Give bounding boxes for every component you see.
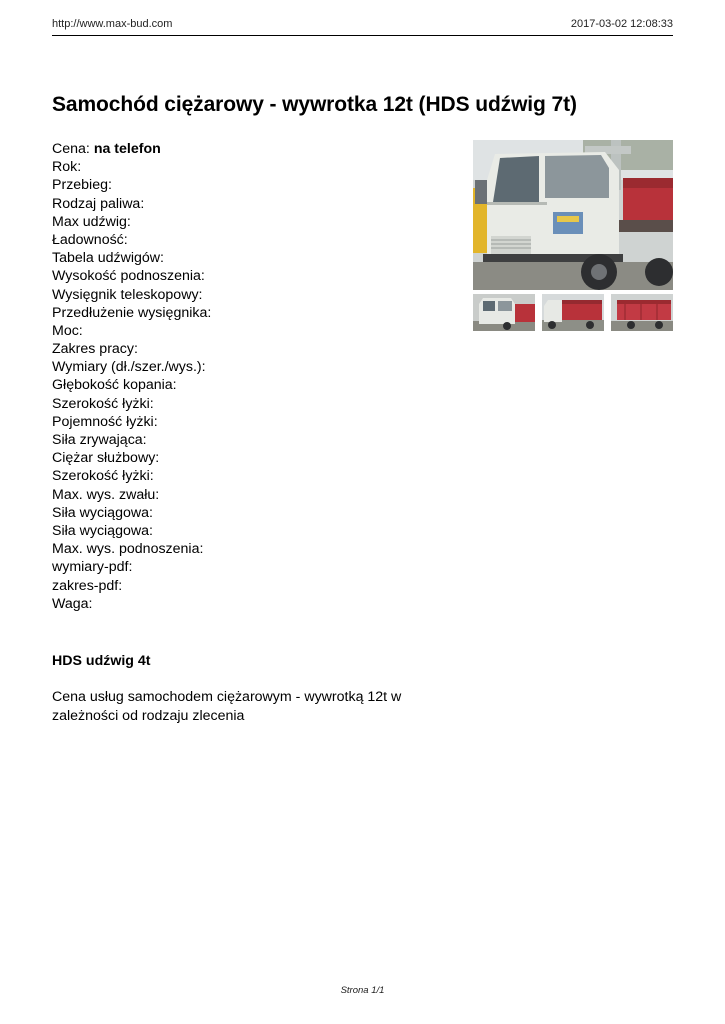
spec-row: Waga: <box>52 595 93 612</box>
spec-row: Zakres pracy: <box>52 341 138 358</box>
thumbnail-image <box>542 294 604 331</box>
spec-row: Siła wyciągowa: <box>52 504 153 521</box>
spec-row: Szerokość łyżki: <box>52 468 154 485</box>
spec-row: Siła zrywająca: <box>52 432 147 448</box>
spec-list <box>52 140 452 613</box>
spec-row: Szerokość łyżki: <box>52 395 154 412</box>
spec-row: Rodzaj paliwa: <box>52 195 145 212</box>
spec-row: Max. wys. podnoszenia: <box>52 541 204 558</box>
spec-row: zakres-pdf: <box>52 577 123 594</box>
spec-row: Max. wys. zwału: <box>52 486 160 503</box>
spec-row: Wysokość podnoszenia: <box>52 268 205 285</box>
spec-row: Moc: <box>52 322 83 339</box>
page-footer: Strona 1/1 <box>340 985 385 996</box>
spec-row: Wymiary (dł./szer./wys.): <box>52 359 206 376</box>
truck-thumbnail[interactable] <box>473 294 535 331</box>
truck-thumbnail[interactable] <box>542 294 604 331</box>
header-url: http://www.max-bud.com <box>52 18 173 30</box>
header-datetime: 2017-03-02 12:08:33 <box>570 18 673 30</box>
truck-thumbnail[interactable] <box>611 294 673 331</box>
page-header <box>52 16 673 36</box>
truck-photo-image <box>473 140 673 290</box>
spec-row: Ciężar służbowy: <box>52 450 160 467</box>
price-label: Cena: <box>52 141 90 157</box>
section-heading: HDS udźwig 4t <box>52 653 151 669</box>
spec-row: wymiary-pdf: <box>52 559 133 576</box>
truck-photo-main[interactable] <box>473 140 673 290</box>
thumbnail-image <box>611 294 673 331</box>
spec-row: Siła wyciągowa: <box>52 522 153 539</box>
thumbnail-image <box>473 294 535 331</box>
price-value: na telefon <box>93 141 161 157</box>
spec-row: Głębokość kopania: <box>52 377 177 394</box>
page-title: Samochód ciężarowy - wywrotka 12t (HDS udźwig 7t) <box>52 93 577 116</box>
description-text: Cena usług samochodem ciężarowym - wywrotką 12t w zależności od rodzaju zlecenia <box>52 689 402 724</box>
spec-row: Przedłużenie wysięgnika: <box>52 304 212 321</box>
spec-row: Tabela udźwigów: <box>52 250 164 267</box>
spec-row: Wysięgnik teleskopowy: <box>52 286 203 303</box>
price-row <box>52 140 452 158</box>
spec-row: Pojemność łyżki: <box>52 413 158 430</box>
spec-row: Ładowność: <box>52 231 128 248</box>
spec-row: Max udźwig: <box>52 213 131 230</box>
spec-row: Rok: <box>52 159 82 176</box>
spec-row: Przebieg: <box>52 177 112 194</box>
